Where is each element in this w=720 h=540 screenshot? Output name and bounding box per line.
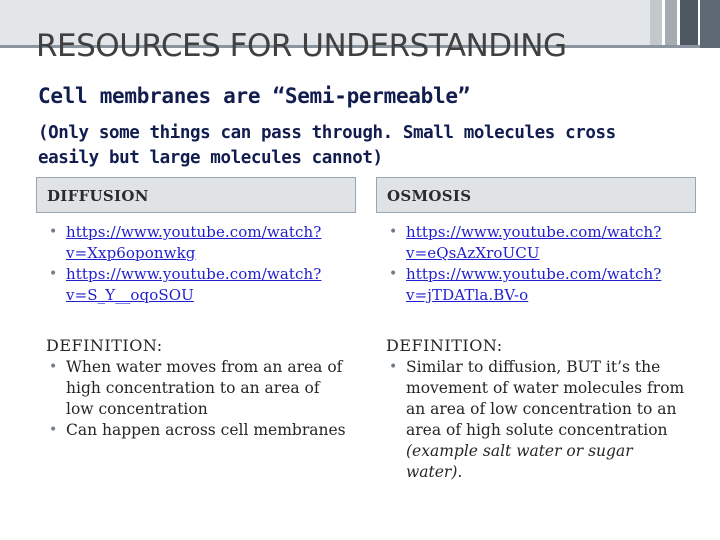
osmosis-links bbox=[386, 222, 686, 306]
diffusion-definition bbox=[46, 335, 346, 441]
diffusion-video-link-1[interactable]: https://www.youtube.com/watch?v=Xxp6oponwkg bbox=[66, 223, 322, 262]
list-item bbox=[386, 357, 686, 483]
list-item bbox=[386, 222, 686, 264]
osmosis-video-link-1[interactable]: https://www.youtube.com/watch?v=eQsAzXroUCU bbox=[406, 223, 662, 262]
list-item bbox=[386, 264, 686, 306]
diffusion-video-link-2[interactable]: https://www.youtube.com/watch?v=S_Y__oqoSOU bbox=[66, 265, 322, 304]
osmosis-definition bbox=[386, 335, 686, 483]
top-decor-block bbox=[680, 0, 698, 48]
osmosis-video-link-2[interactable]: https://www.youtube.com/watch?v=jTDATla.BV-o bbox=[406, 265, 662, 304]
top-decor-block bbox=[700, 0, 720, 48]
list-item bbox=[46, 222, 346, 264]
list-item: • Can happen across cell membranes bbox=[46, 420, 346, 441]
osmosis-header-label: OSMOSIS bbox=[387, 187, 472, 205]
slide-subtitle: Cell membranes are “Semi-permeable” bbox=[38, 84, 471, 108]
slide-title: RESOURCES FOR UNDERSTANDING bbox=[36, 28, 567, 64]
top-decor-block bbox=[665, 0, 677, 48]
diffusion-header-label: DIFFUSION bbox=[47, 187, 149, 205]
diffusion-header bbox=[36, 177, 356, 213]
list-item: • When water moves from an area of high concentration to an area of low concentration bbox=[46, 357, 346, 420]
diffusion-definition-label: DEFINITION: bbox=[46, 336, 163, 355]
osmosis-definition-label: DEFINITION: bbox=[386, 336, 503, 355]
slide-note: (Only some things can pass through. Small molecules cross easily but large molecules cannot) bbox=[38, 123, 616, 168]
osmosis-definition-text: Similar to diffusion, BUT it’s the movement of water molecules from an area of low concentration to an area of high solute concentration bbox=[406, 358, 685, 439]
diffusion-links bbox=[46, 222, 346, 306]
list-item bbox=[46, 264, 346, 306]
osmosis-definition-example: (example salt water or sugar water). bbox=[406, 442, 633, 481]
top-decor-block bbox=[650, 0, 662, 48]
osmosis-header bbox=[376, 177, 696, 213]
